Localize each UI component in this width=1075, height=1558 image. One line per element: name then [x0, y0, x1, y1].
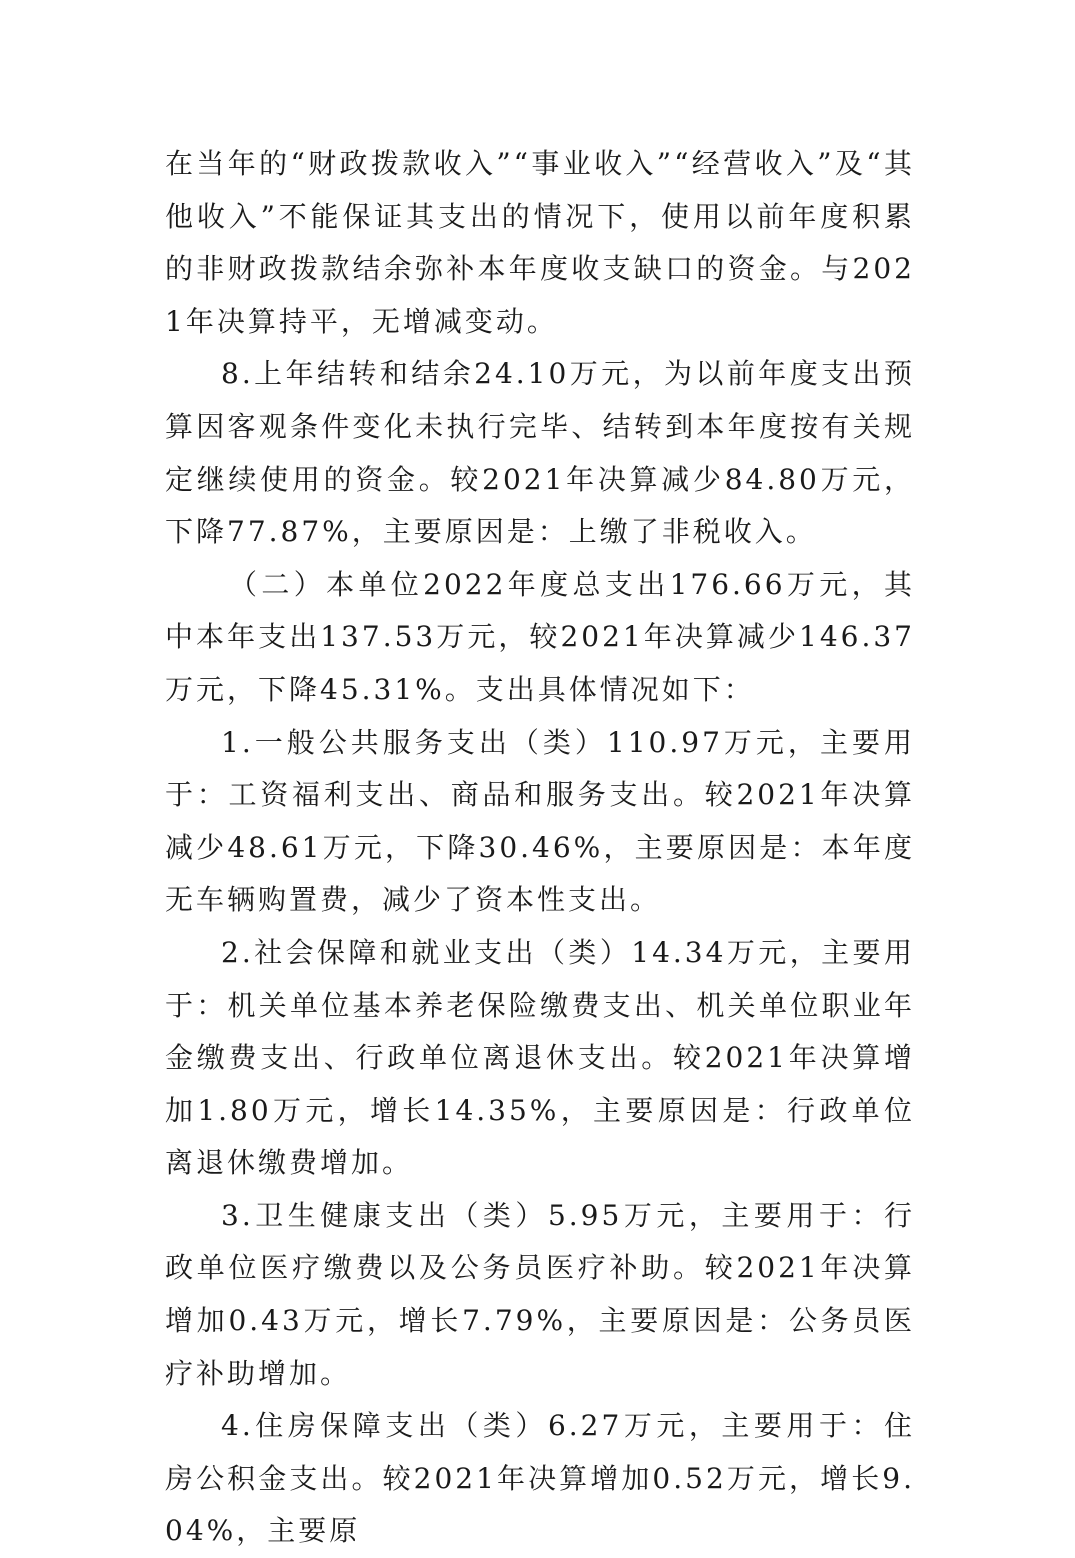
paragraph-item-8: 8.上年结转和结余24.10万元，为以前年度支出预算因客观条件变化未执行完毕、结转到本年度按有关规定继续使用的资金。较2021年决算减少84.80万元，下降77.87%，主要原因是：上缴了非税收入。 — [165, 357, 915, 549]
paragraph-section-2: （二）本单位2022年度总支出176.66万元，其中本年支出137.53万元，较2021年决算减少146.37万元，下降45.31%。支出具体情况如下： — [165, 567, 915, 706]
paragraph-expense-2: 2.社会保障和就业支出（类）14.34万元，主要用于：机关单位基本养老保险缴费支出、机关单位职业年金缴费支出、行政单位离退休支出。较2021年决算增加1.80万元，增长14.35%，主要原因是：行政单位离退休缴费增加。 — [165, 935, 915, 1180]
paragraph-expense-3: 3.卫生健康支出（类）5.95万元，主要用于：行政单位医疗缴费以及公务员医疗补助。较2021年决算增加0.43万元，增长7.79%，主要原因是：公务员医疗补助增加。 — [165, 1198, 915, 1390]
paragraph-continuation: 在当年的“财政拨款收入”“事业收入”“经营收入”及“其他收入”不能保证其支出的情况下，使用以前年度积累的非财政拨款结余弥补本年度收支缺口的资金。与2021年决算持平，无增减变动。 — [165, 147, 915, 338]
paragraph-expense-1: 1.一般公共服务支出（类）110.97万元，主要用于：工资福利支出、商品和服务支出。较2021年决算减少48.61万元，下降30.46%，主要原因是：本年度无车辆购置费，减少了资本性支出。 — [165, 725, 915, 917]
document-body — [165, 138, 915, 1558]
paragraph-expense-4: 4.住房保障支出（类）6.27万元，主要用于：住房公积金支出。较2021年决算增加0.52万元，增长9.04%，主要原 — [165, 1409, 915, 1548]
